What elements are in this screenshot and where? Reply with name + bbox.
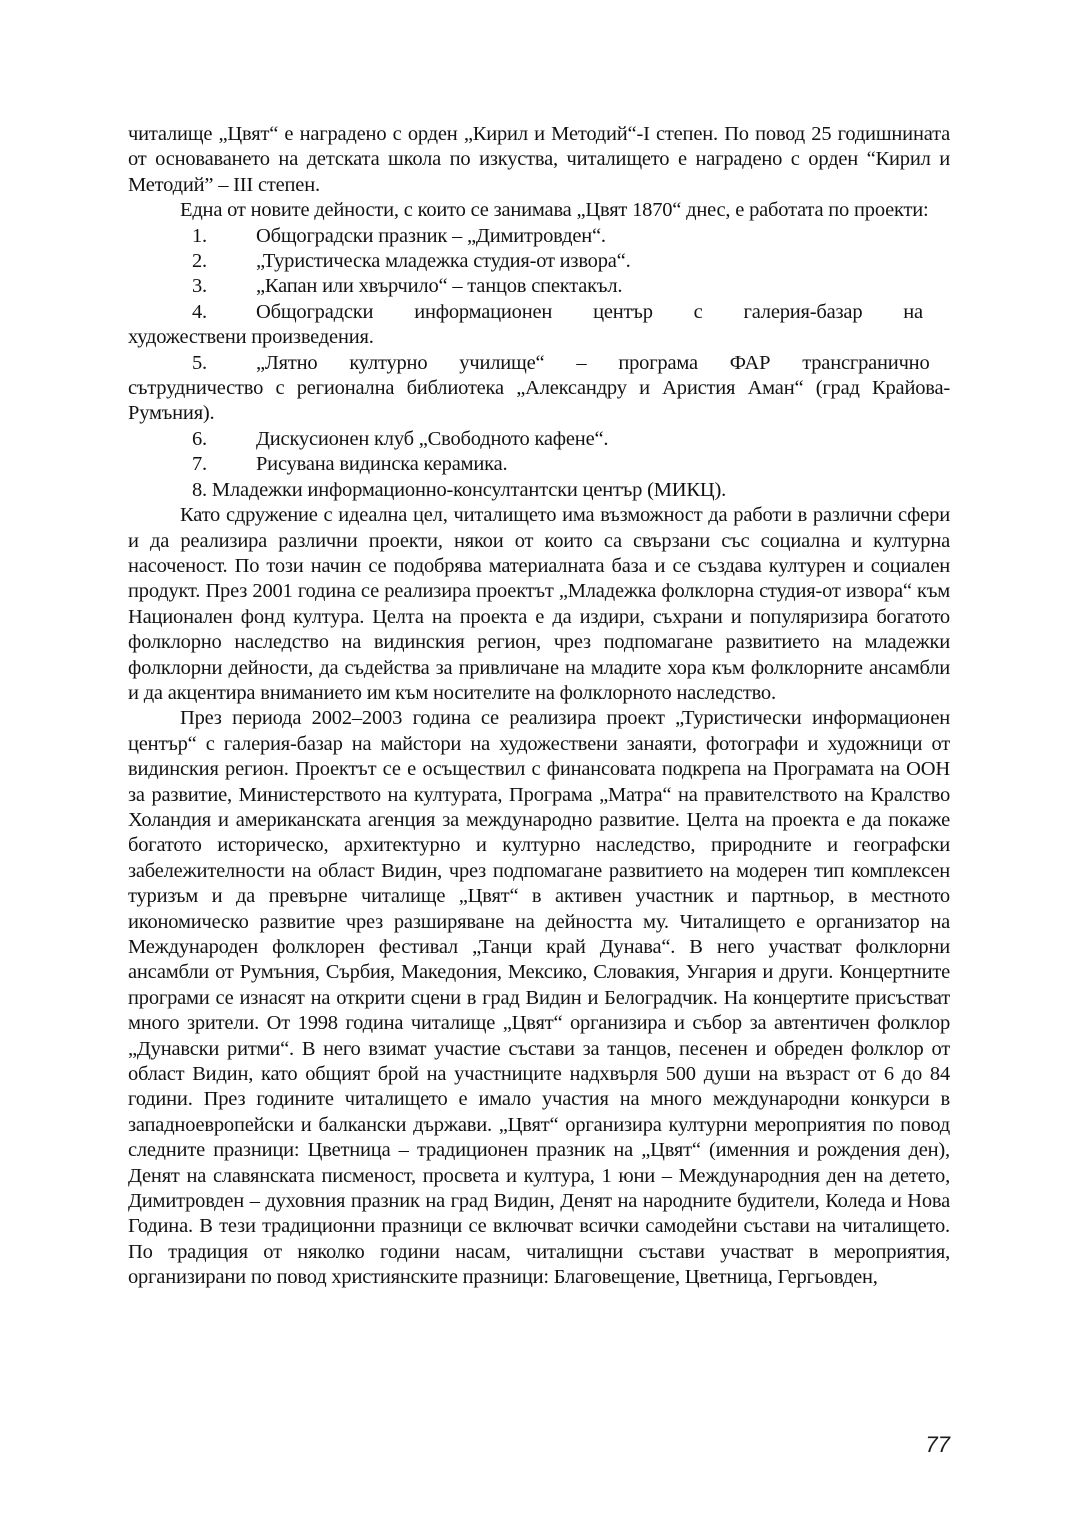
list-number: 8. — [192, 478, 207, 501]
text-block — [128, 122, 950, 1291]
list-item-text: Рисувана видинска керамика. — [255, 453, 508, 476]
list-item-text: Дискусионен клуб „Свободното кафене“. — [255, 427, 609, 450]
list-number: 5. — [192, 351, 207, 374]
list-item-5 — [128, 351, 950, 427]
list-item-text: „Капан или хвърчило“ – танцов спектакъл. — [255, 275, 623, 298]
list-number: 4. — [192, 300, 207, 323]
list-item-text: Общоградски информационен център с галерия-базар на — [255, 300, 923, 323]
list-item-text: „Лятно културно училище“ – програма ФАР трансгранично — [255, 351, 930, 374]
list-number: 3. — [192, 275, 207, 298]
list-item-8 — [128, 478, 950, 503]
list-item-6 — [128, 427, 950, 452]
list-item-4 — [128, 300, 950, 351]
list-item-first-line — [192, 352, 930, 374]
list-item-text: „Туристическа младежка студия-от извора“. — [255, 250, 631, 273]
paragraph: Една от новите дейности, с които се занимава „Цвят 1870“ днес, е работата по проекти: — [180, 199, 929, 222]
list-number: 1. — [192, 224, 207, 247]
list-item-7 — [128, 452, 950, 477]
paragraph: Като сдружение с идеална цел, читалището има възможност да работи в различни сфери и да реализира различни проекти, някои от които са свързани със социална и културна насоченост. По този начин се подобрява материалната база и се създава културен и социален продукт. През 2001 година се реализира проектът „Младежка фолклорна студия-от извора“ към Национален фонд култура. Целта на проекта е да издири, съхрани и популяризира богатото фолклорно наследство на видинския регион, чрез подпомагане развитието на младежки фолклорни дейности, да съдейства за привличане на младите хора към фолклорните ансамбли и да акцентира вниманието им към носителите на фолклорното наследство. — [128, 504, 950, 704]
list-item-3 — [128, 274, 950, 299]
list-item-2 — [128, 249, 950, 274]
list-number: 2. — [192, 250, 207, 273]
list-number: 7. — [192, 453, 207, 476]
list-item-text: Младежки информационно-консултантски център (МИКЦ). — [211, 478, 727, 501]
list-number: 6. — [192, 427, 207, 450]
list-item-text: Общоградски празник – „Димитровден“. — [255, 224, 606, 247]
list-item-continuation: сътрудничество с регионална библиотека „Александру и Аристия Аман“ (град Крайова-Румъния). — [128, 377, 950, 425]
paragraph-continuation: читалище „Цвят“ е наградено с орден „Кирил и Методий“-I степен. По повод 25 годишнината от основаването на детската школа по изкуства, читалището е наградено с орден “Кирил и Методий” – III степен. — [128, 123, 950, 196]
list-item-continuation: художествени произведения. — [128, 326, 374, 349]
list-item-1 — [128, 224, 950, 249]
paragraph: През периода 2002–2003 година се реализира проект „Туристически информационен център“ с галерия-базар на майстори на художествени занаяти, фотографи и художници от видинския регион. Проектът се е осъществил с финансовата подкрепа на Програмата на ООН за развитие, Министерството на културата, Програма „Матра“ на правителството на Кралство Холандия и американската агенция за международно развитие. Целта на проекта е да покаже богатото историческо, архитектурно и културно наследство, природните и географски забележителности на област Видин, чрез подпомагане развитието на модерен тип комплексен туризъм и да превърне читалище „Цвят“ в активен участник и партньор, в местното икономическо развитие чрез разширяване на дейността му. Читалището е организатор на Международен фолклорен фестивал „Танци край Дунава“. В него участват фолклорни ансамбли от Румъния, Сърбия, Македония, Мексико, Словакия, Унгария и други. Концертните програми се изнасят на открити сцени в град Видин и Белоградчик. На концертите присъстват много зрители. От 1998 година читалище „Цвят“ организира и събор за автентичен фолклор „Дунавски ритми“. В него взимат участие състави за танцов, песенен и обреден фолклор от област Видин, като общият брой на участниците надхвърля 500 души на възраст от 6 до 84 години. През годините читалището е имало участия на много международни конкурси в западноевропейски и балкански държави. „Цвят“ организира културни мероприятия по повод следните празници: Цветница – традиционен празник на „Цвят“ (именния и рождения ден), Денят на славянската писменост, просвета и култура, 1 юни – Международния ден на детето, Димитровден – духовния празник на град Видин, Денят на народните будители, Коледа и Нова Година. В тези традиционни празници се включват всички самодейни състави на читалището. По традиция от няколко години насам, читалищни състави участват в мероприятия, организирани по повод християнските празници: Благовещение, Цветница, Гергьовден, — [128, 707, 950, 1289]
page-number: 77 — [925, 1432, 950, 1457]
list-item-first-line — [192, 301, 923, 323]
